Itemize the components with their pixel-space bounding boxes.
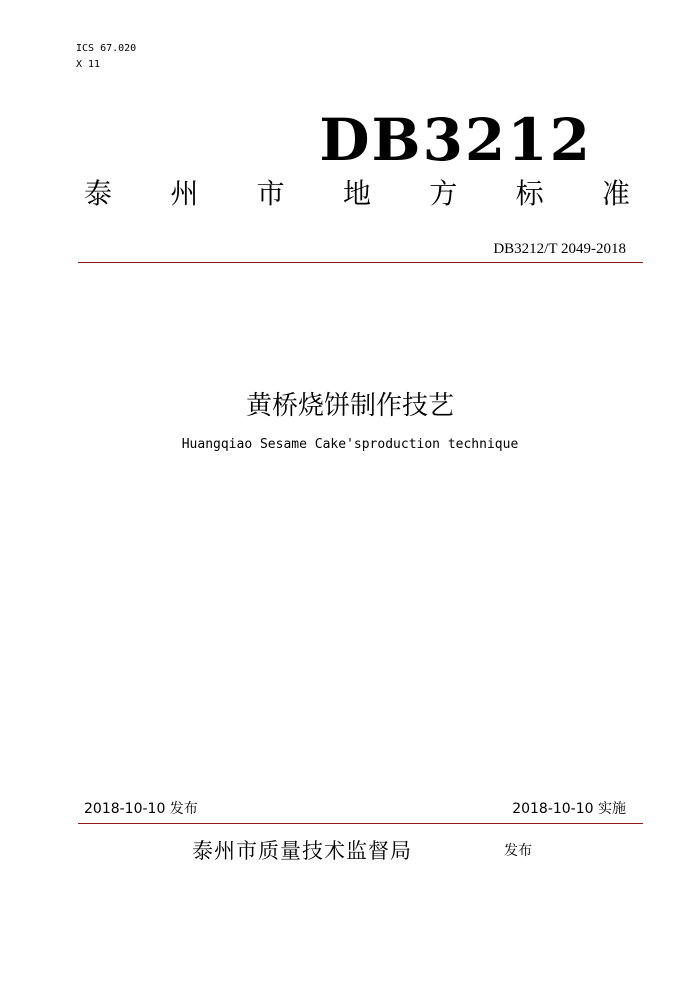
standard-type-char: 准 bbox=[601, 177, 630, 210]
standard-type-char: 市 bbox=[256, 177, 285, 210]
document-title-chinese: 黄桥烧饼制作技艺 bbox=[245, 391, 454, 421]
standard-type-char: 州 bbox=[170, 177, 199, 210]
standard-type-char: 地 bbox=[342, 177, 371, 210]
standard-type bbox=[84, 174, 630, 214]
issue-label: 发布 bbox=[504, 843, 532, 859]
standard-type-char: 标 bbox=[515, 177, 544, 210]
footer-divider bbox=[78, 823, 643, 824]
standard-type-char: 方 bbox=[429, 177, 458, 210]
standard-type-char: 泰 bbox=[84, 177, 113, 210]
document-title-english: Huangqiao Sesame Cake'sproduction technique bbox=[181, 437, 519, 452]
classification-code: X 11 bbox=[76, 59, 101, 70]
header-divider bbox=[78, 262, 643, 263]
ics-code: ICS 67.020 bbox=[76, 43, 137, 54]
standard-code: DB3212 bbox=[319, 106, 592, 174]
issuing-authority: 泰州市质量技术监督局 bbox=[192, 839, 412, 863]
implement-date: 2018-10-10 实施 bbox=[512, 801, 626, 817]
standard-number: DB3212/T 2049-2018 bbox=[493, 241, 626, 257]
publish-date: 2018-10-10 发布 bbox=[84, 801, 198, 817]
ics-block bbox=[76, 41, 136, 73]
